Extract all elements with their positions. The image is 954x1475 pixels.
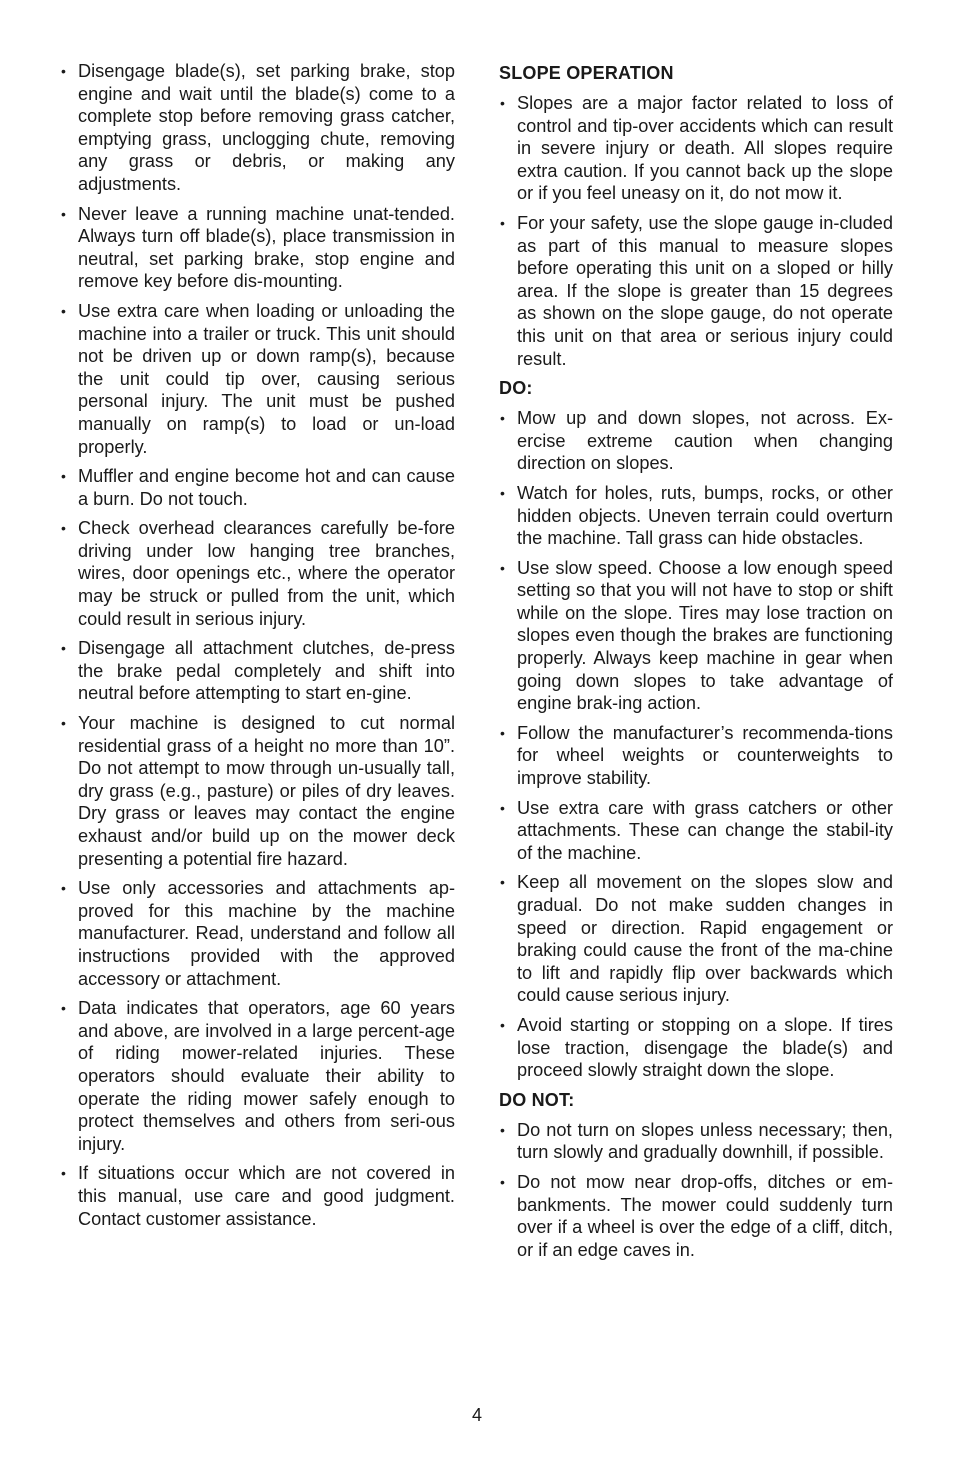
- list-item: • Use extra care when loading or unloading the machine into a trailer or truck. This unit should not be driven up or down ramp(s), because the unit could tip over, causing serious personal injury. The unit must be pushed manually on ramp(s) to load or un-load properly.: [60, 300, 455, 458]
- do-not-heading: DO NOT:: [499, 1089, 575, 1110]
- list-item: • Use extra care with grass catchers or other attachments. These can change the stabil-ity of the machine.: [499, 797, 893, 865]
- do-not-list: [499, 1119, 893, 1262]
- list-item: • Use slow speed. Choose a low enough speed setting so that you will not have to stop or shift while on the slope. Tires may lose traction on slopes even though the brakes are functioning properly. Always keep machine in gear when going down slopes to take advantage of engine brak-ing action.: [499, 557, 893, 715]
- list-item: • Use only accessories and attachments ap-proved for this machine by the machine manufacturer. Read, understand and follow all instructions provided with the approved accessory or attachment.: [60, 877, 455, 990]
- list-item: • Mow up and down slopes, not across. Ex-ercise extreme caution when changing direction on slopes.: [499, 407, 893, 475]
- list-item: • If situations occur which are not covered in this manual, use care and good judgment. Contact customer assistance.: [60, 1162, 455, 1230]
- slope-operation-list: [499, 92, 893, 370]
- list-item: • For your safety, use the slope gauge in-cluded as part of this manual to measure slopes before operating this unit on a sloped or hilly area. If the slope is greater than 15 degrees as shown on the slope gauge, do not operate this unit on that area or serious injury could result.: [499, 212, 893, 370]
- list-item: • Watch for holes, ruts, bumps, rocks, or other hidden objects. Uneven terrain could overturn the machine. Tall grass can hide obstacles.: [499, 482, 893, 550]
- list-item: • Data indicates that operators, age 60 years and above, are involved in a large percent-age of riding mower-related injuries. These operators should evaluate their ability to operate the riding mower safely enough to protect themselves and others from seri-ous injury.: [60, 997, 455, 1155]
- list-item: • Keep all movement on the slopes slow and gradual. Do not make sudden changes in speed or direction. Rapid engagement or braking could cause the front of the ma-chine to lift and rapidly flip over backwards which could cause serious injury.: [499, 871, 893, 1007]
- list-item: • Disengage blade(s), set parking brake, stop engine and wait until the blade(s) come to a complete stop before removing grass catcher, emptying grass, unclogging chute, removing any grass or debris, or making any adjustments.: [60, 60, 455, 196]
- list-item: • Muffler and engine become hot and can cause a burn. Do not touch.: [60, 465, 455, 510]
- list-item: • Do not turn on slopes unless necessary; then, turn slowly and gradually downhill, if possible.: [499, 1119, 893, 1164]
- page-number: 4: [471, 1405, 482, 1425]
- right-column: [499, 60, 893, 1268]
- do-list: [499, 407, 893, 1082]
- list-item: • Your machine is designed to cut normal residential grass of a height no more than 10”. Do not attempt to mow through un-usually tall, dry grass (e.g., pasture) or piles of dry leaves. Dry grass or leaves may contact the engine exhaust and/or build up on the mower deck presenting a potential fire hazard.: [60, 712, 455, 870]
- list-item: • Avoid starting or stopping on a slope. If tires lose traction, disengage the blade(s) and proceed slowly straight down the slope.: [499, 1014, 893, 1082]
- list-item: • Check overhead clearances carefully be-fore driving under low hanging tree branches, wires, door openings etc., where the operator may be struck or pulled from the unit, which could result in serious injury.: [60, 517, 455, 630]
- slope-operation-heading: SLOPE OPERATION: [499, 63, 674, 83]
- left-column: [60, 60, 455, 1237]
- list-item: • Never leave a running machine unat-tended. Always turn off blade(s), place transmission in neutral, set parking brake, stop engine and remove key before dis-mounting.: [60, 203, 455, 293]
- list-item: • Do not mow near drop-offs, ditches or em-bankments. The mower could suddenly turn over if a wheel is over the edge of a cliff, ditch, or if an edge caves in.: [499, 1171, 893, 1261]
- list-item: • Disengage all attachment clutches, de-press the brake pedal completely and shift into neutral before attempting to start en-gine.: [60, 637, 455, 705]
- list-item: • Slopes are a major factor related to loss of control and tip-over accidents which can result in severe injury or death. All slopes require extra caution. If you cannot back up the slope or if you feel uneasy on it, do not mow it.: [499, 92, 893, 205]
- do-heading: DO:: [499, 378, 533, 399]
- left-safety-list: [60, 60, 455, 1230]
- list-item: • Follow the manufacturer’s recommenda-tions for wheel weights or counterweights to improve stability.: [499, 722, 893, 790]
